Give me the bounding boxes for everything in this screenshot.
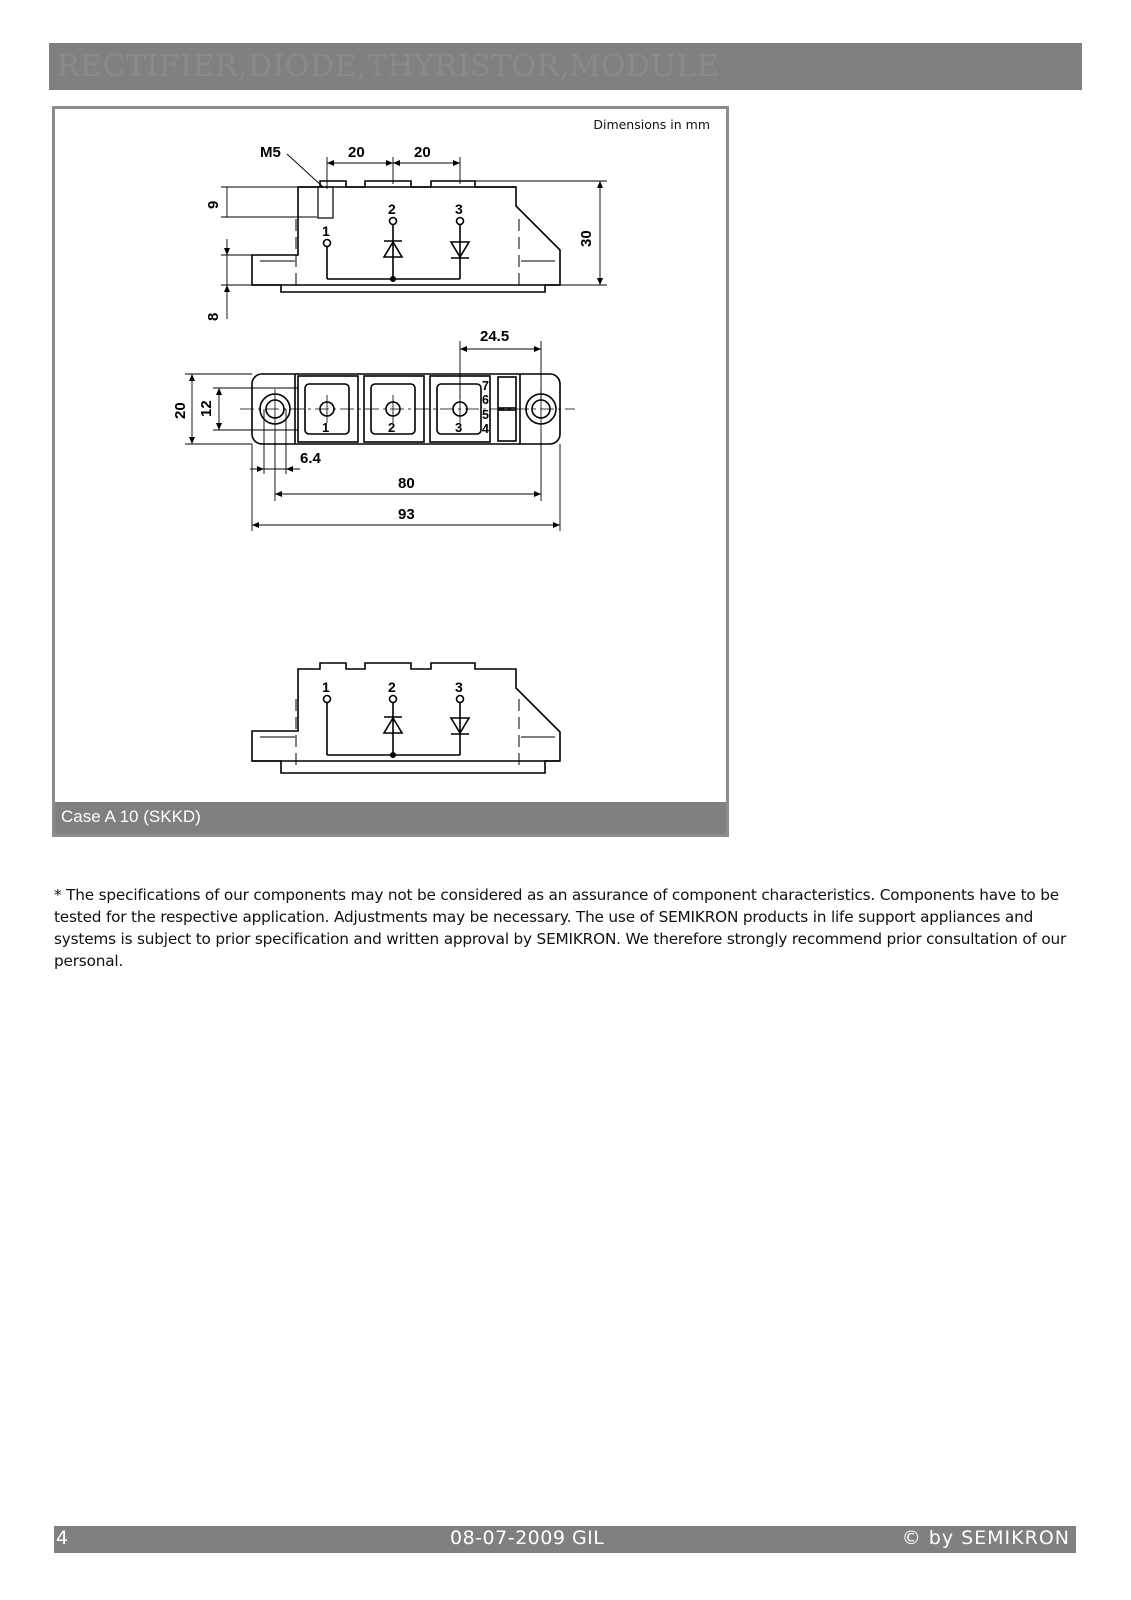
header-bar	[49, 43, 1082, 90]
case-caption: Case A 10 (SKKD)	[61, 807, 201, 826]
label-pin1-plan: 1	[322, 420, 330, 435]
label-aux7: 7	[482, 379, 489, 393]
footer-bar	[54, 1526, 1076, 1553]
label-terminal-height: 9	[205, 200, 222, 209]
label-hole-pitch: 80	[398, 475, 415, 492]
page-title: RECTIFIER,DIODE,THYRISTOR,MODULE	[57, 49, 720, 84]
label-pin1-top: 1	[322, 223, 330, 239]
label-thread: M5	[260, 144, 281, 161]
label-pin2-bottom: 2	[388, 679, 396, 695]
label-pin2-plan: 2	[388, 420, 396, 435]
label-width-inner: 12	[198, 400, 215, 417]
label-aux5: 5	[482, 408, 489, 422]
dimension-drawing	[55, 109, 726, 804]
page-number: 4	[56, 1527, 69, 1549]
label-terminal-block: 24.5	[480, 328, 510, 345]
case-drawing-figure	[52, 106, 729, 837]
label-total-height: 30	[578, 230, 595, 247]
side-view-top	[221, 154, 607, 319]
label-pitch-b: 20	[414, 144, 431, 161]
label-width-outer: 20	[172, 402, 189, 419]
label-pin2-top: 2	[388, 201, 396, 217]
side-view-bottom	[252, 663, 560, 773]
label-pin3-bottom: 3	[455, 679, 463, 695]
disclaimer-text: * The specifications of our components may not be considered as an assurance of component characteristics. Components have to be tested for the respective application. Adjustments may be necessary. The use of SEMIKRON products in life support appliances and systems is subject to prior specification and written approval by SEMIKRON. We therefore strongly recommend prior consultation of our personal.	[54, 886, 1067, 970]
label-total-length: 93	[398, 506, 415, 523]
dimensions-note: Dimensions in mm	[593, 117, 710, 132]
footer-date: 08-07-2009 GIL	[450, 1527, 605, 1549]
label-pin1-bottom: 1	[322, 679, 330, 695]
label-pin3-plan: 3	[455, 420, 463, 435]
plan-view	[185, 341, 575, 531]
case-caption-bar	[55, 802, 726, 834]
label-pin3-top: 3	[455, 201, 463, 217]
label-pitch-a: 20	[348, 144, 365, 161]
label-aux4: 4	[482, 422, 489, 436]
label-hole-dia: 6.4	[300, 450, 321, 467]
label-base-height: 8	[205, 312, 222, 321]
label-aux6: 6	[482, 393, 489, 407]
footer-copyright: © by SEMIKRON	[901, 1527, 1070, 1549]
